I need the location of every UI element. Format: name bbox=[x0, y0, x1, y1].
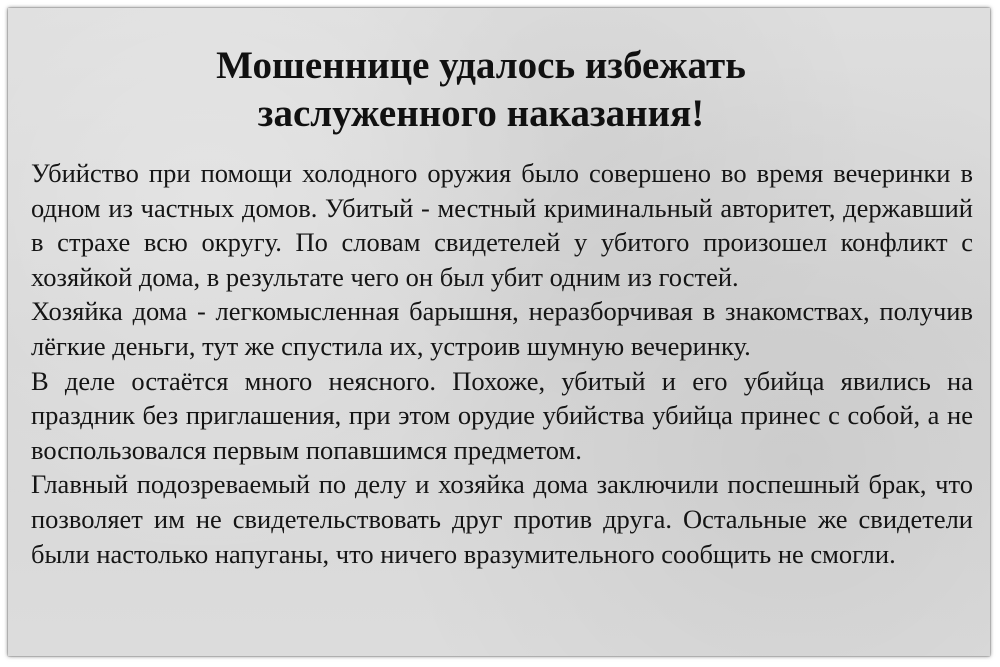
article-body bbox=[31, 156, 973, 571]
paragraph-2: Хозяйка дома - легкомысленная барышня, неразборчивая в знакомствах, получив лёгкие деньги, тут же спустила их, устроив шумную вечеринку. bbox=[31, 296, 973, 361]
article-headline bbox=[8, 42, 954, 138]
headline-line-1: Мошеннице удалось избежать bbox=[216, 44, 746, 87]
paragraph-4: Главный подозреваемый по делу и хозяйка дома заключили поспешный брак, что позволяет им не свидетельствовать друг против друга. Остальные же свидетели были настолько напуганы, что ничего вразумительного сообщить не смогли. bbox=[31, 469, 973, 569]
newspaper-clipping bbox=[8, 8, 990, 656]
headline-line-2: заслуженного наказания! bbox=[257, 92, 705, 135]
paragraph-3: В деле остаётся много неясного. Похоже, убитый и его убийца явились на праздник без приглашения, при этом орудие убийства убийца принес с собой, а не воспользовался первым попавшимся предметом. bbox=[31, 365, 973, 465]
paragraph-1: Убийство при помощи холодного оружия было совершено во время вечеринки в одном из частных домов. Убитый - местный криминальный авторитет, державший в страхе всю округу. По словам свидетелей у убитого произошел конфликт с хозяйкой дома, в результате чего он был убит одним из гостей. bbox=[31, 158, 973, 292]
